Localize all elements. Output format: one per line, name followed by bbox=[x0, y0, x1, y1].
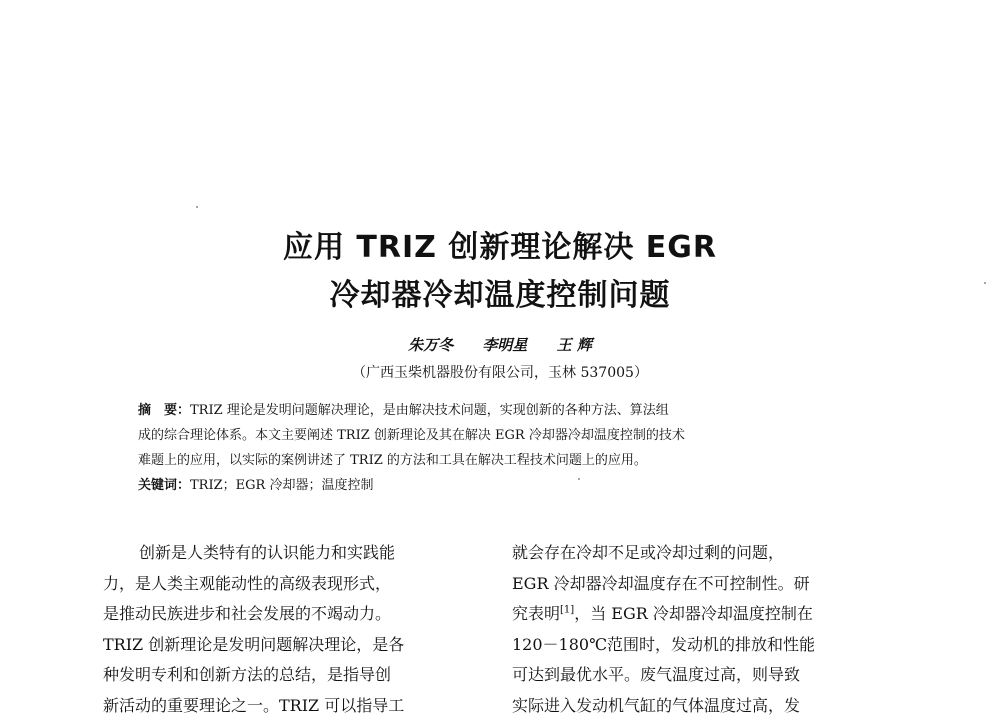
body-text: 究表明 bbox=[512, 604, 561, 623]
body-column-left bbox=[103, 538, 483, 721]
body-column-right bbox=[512, 538, 892, 721]
body-line: 是推动民族进步和社会发展的不竭动力。 bbox=[103, 604, 392, 623]
scan-speck bbox=[196, 206, 198, 208]
body-line: 就会存在冷却不足或冷却过剩的问题， bbox=[512, 543, 785, 562]
author-list bbox=[0, 334, 1000, 355]
body-line: 120－180℃范围时，发动机的排放和性能 bbox=[512, 634, 815, 654]
author-name: 王 辉 bbox=[556, 336, 592, 354]
abstract-label: 摘 要： bbox=[138, 403, 191, 418]
body-line: EGR 冷却器冷却温度存在不可控制性。研 bbox=[512, 573, 810, 593]
body-line: TRIZ 创新理论是发明问题解决理论，是各 bbox=[103, 634, 405, 654]
scan-speck bbox=[578, 478, 580, 480]
scan-speck bbox=[984, 282, 986, 284]
abstract-line: 难题上的应用，以实际的案例讲述了 TRIZ 的方法和工具在解决工程技术问题上的应用。 bbox=[138, 453, 647, 468]
body-line: 新活动的重要理论之一。TRIZ 可以指导工 bbox=[103, 695, 405, 715]
abstract-line: 成的综合理论体系。本文主要阐述 TRIZ 创新理论及其在解决 EGR 冷却器冷却温度控制的技术 bbox=[138, 428, 685, 443]
paper-title-line-1: 应用 TRIZ 创新理论解决 EGR bbox=[282, 230, 718, 265]
author-name: 朱万冬 bbox=[408, 336, 454, 354]
body-line: 力，是人类主观能动性的高级表现形式， bbox=[103, 573, 392, 593]
author-name: 李明星 bbox=[482, 336, 528, 354]
body-line: 创新是人类特有的认识能力和实践能 bbox=[139, 543, 396, 562]
body-line: 可达到最优水平。废气温度过高，则导致 bbox=[512, 665, 801, 684]
keywords-text: TRIZ；EGR 冷却器；温度控制 bbox=[190, 478, 374, 493]
keywords-line bbox=[138, 473, 868, 498]
keywords-label: 关键词： bbox=[138, 478, 191, 493]
body-line: 实际进入发动机气缸的气体温度过高，发 bbox=[512, 695, 801, 715]
affiliation: （广西玉柴机器股份有限公司，玉林 537005） bbox=[352, 365, 648, 381]
body-line bbox=[512, 599, 892, 630]
abstract-line bbox=[138, 398, 868, 423]
citation-ref[interactable]: [1] bbox=[560, 604, 575, 616]
paper-title-line-2: 冷却器冷却温度控制问题 bbox=[329, 278, 671, 313]
abstract bbox=[138, 398, 868, 498]
body-text: ，当 EGR 冷却器冷却温度控制在 bbox=[574, 604, 813, 623]
abstract-text: TRIZ 理论是发明问题解决理论，是由解决技术问题，实现创新的各种方法、算法组 bbox=[190, 403, 669, 418]
body-line: 种发明专利和创新方法的总结，是指导创 bbox=[103, 665, 392, 684]
